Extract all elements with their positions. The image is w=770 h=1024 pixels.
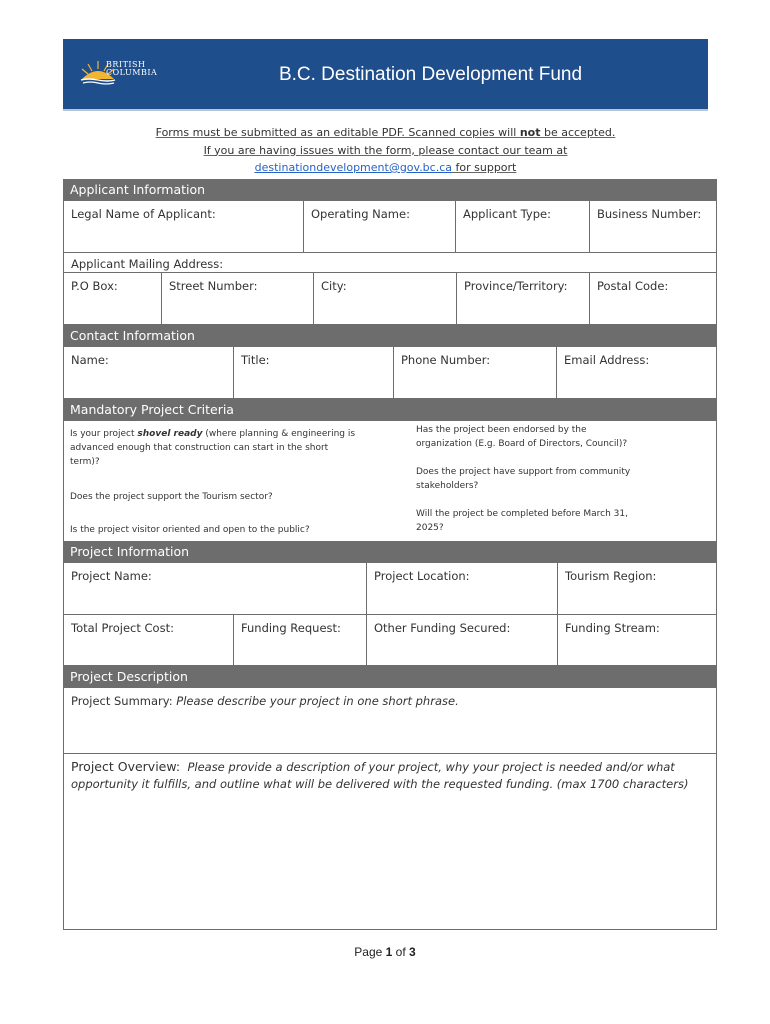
criterion-completion-date[interactable] <box>416 507 628 535</box>
other-funding-field[interactable] <box>366 615 558 665</box>
page-total: 3 <box>409 945 416 959</box>
street-number-field[interactable] <box>161 273 314 324</box>
section-heading: Applicant Information <box>70 182 206 197</box>
section-project-information <box>63 541 717 563</box>
page-number <box>0 945 770 959</box>
legal-name-field[interactable] <box>64 201 304 252</box>
operating-name-label: Operating Name: <box>311 207 410 221</box>
criteria-block <box>63 421 717 541</box>
other-funding-label: Other Funding Secured: <box>374 621 511 635</box>
applicant-row-1 <box>63 201 717 253</box>
page-of: of <box>392 945 410 959</box>
phone-number-field[interactable] <box>393 347 557 398</box>
tourism-region-field[interactable] <box>557 563 716 614</box>
total-cost-field[interactable] <box>64 615 234 665</box>
mailing-address-label: Applicant Mailing Address: <box>71 257 224 271</box>
city-field[interactable] <box>313 273 457 324</box>
project-row-2 <box>63 615 717 666</box>
notice-line-1-end: be accepted. <box>540 126 616 139</box>
contact-title-label: Title: <box>241 353 270 367</box>
header-banner <box>63 39 708 111</box>
section-heading: Project Information <box>70 544 190 559</box>
criterion-community-line-2: stakeholders? <box>416 481 479 491</box>
total-cost-label: Total Project Cost: <box>71 621 174 635</box>
logo-line-columbia: COLUMBIA <box>106 68 158 77</box>
postal-code-field[interactable] <box>589 273 716 324</box>
q1-text-pre: Is your project <box>70 429 138 439</box>
project-summary-field[interactable] <box>63 688 717 754</box>
province-label: Province/Territory: <box>464 279 568 293</box>
overview-hint-line-1: Please provide a description of your project, why your project is needed and/or what <box>187 760 675 774</box>
criterion-tourism-sector[interactable]: Does the project support the Tourism sector? <box>70 492 273 502</box>
criterion-visitor-oriented[interactable]: Is the project visitor oriented and open to the public? <box>70 525 310 535</box>
po-box-field[interactable] <box>64 273 162 324</box>
criterion-completion-line-1: Will the project be completed before March 31, <box>416 509 628 519</box>
criterion-community-support[interactable] <box>416 465 630 493</box>
phone-number-label: Phone Number: <box>401 353 491 367</box>
business-number-label: Business Number: <box>597 207 702 221</box>
criterion-endorsed-line-2: organization (E.g. Board of Directors, Council)? <box>416 439 628 449</box>
contact-name-label: Name: <box>71 353 109 367</box>
section-heading: Contact Information <box>70 328 195 343</box>
logo-line-british: BRITISH <box>106 60 146 69</box>
project-summary-label <box>71 694 459 708</box>
contact-title-field[interactable] <box>233 347 394 398</box>
section-heading: Project Description <box>70 669 188 684</box>
project-overview-label <box>71 758 688 793</box>
project-row-1 <box>63 563 717 615</box>
funding-request-field[interactable] <box>233 615 367 665</box>
q1-shovel-ready-emphasis: shovel ready <box>137 429 203 439</box>
notice-line-1 <box>63 124 708 142</box>
criterion-endorsed-line-1: Has the project been endorsed by the <box>416 425 587 435</box>
page-word: Page <box>354 945 386 959</box>
project-location-label: Project Location: <box>374 569 470 583</box>
project-location-field[interactable] <box>366 563 558 614</box>
project-overview-field[interactable] <box>63 754 717 930</box>
city-label: City: <box>321 279 347 293</box>
postal-code-label: Postal Code: <box>597 279 669 293</box>
overview-hint-line-2: opportunity it fulfills, and outline what will be delivered with the requested funding. (max 1700 characters) <box>71 777 689 791</box>
notice-line-2: If you are having issues with the form, please contact our team at <box>203 143 568 157</box>
criterion-shovel-ready[interactable] <box>70 427 355 469</box>
funding-stream-label: Funding Stream: <box>565 621 660 635</box>
q1-text-post: (where planning & engineering is <box>202 429 356 439</box>
notice-not-emphasis: not <box>519 126 541 139</box>
section-project-description <box>63 666 717 688</box>
section-applicant-information <box>63 179 717 201</box>
email-address-label: Email Address: <box>564 353 650 367</box>
criterion-shovel-ready-line-2: advanced enough that construction can start in the short <box>70 443 329 453</box>
section-heading: Mandatory Project Criteria <box>70 402 234 417</box>
notice-line-3 <box>63 159 708 177</box>
criterion-community-line-1: Does the project have support from community <box>416 467 631 477</box>
project-name-field[interactable] <box>64 563 367 614</box>
overview-label-text: Project Overview: <box>71 759 181 774</box>
contact-name-field[interactable] <box>64 347 234 398</box>
business-number-field[interactable] <box>589 201 716 252</box>
applicant-type-label: Applicant Type: <box>463 207 551 221</box>
page-current: 1 <box>385 945 393 959</box>
support-email-link[interactable]: destinationdevelopment@gov.bc.ca <box>254 161 453 174</box>
applicant-type-field[interactable] <box>455 201 590 252</box>
street-number-label: Street Number: <box>169 279 258 293</box>
legal-name-label: Legal Name of Applicant: <box>71 207 216 221</box>
funding-request-label: Funding Request: <box>241 621 341 635</box>
criterion-endorsed[interactable] <box>416 423 627 451</box>
summary-hint-text: Please describe your project in one short phrase. <box>176 694 459 708</box>
section-mandatory-criteria <box>63 399 717 421</box>
tourism-region-label: Tourism Region: <box>565 569 657 583</box>
summary-label-text: Project Summary: <box>71 694 177 708</box>
project-name-label: Project Name: <box>71 569 152 583</box>
notice-line-1-text: Forms must be submitted as an editable PDF. Scanned copies will <box>155 126 520 139</box>
criterion-shovel-ready-line-3: term)? <box>70 457 100 467</box>
overview-line-1 <box>71 758 688 776</box>
operating-name-field[interactable] <box>303 201 456 252</box>
funding-stream-field[interactable] <box>557 615 716 665</box>
page-title: B.C. Destination Development Fund <box>278 64 583 85</box>
mailing-address-row <box>63 253 717 273</box>
submission-notice <box>63 124 708 177</box>
email-address-field[interactable] <box>556 347 716 398</box>
notice-line-3-end: for support <box>452 161 517 174</box>
criterion-completion-line-2: 2025? <box>416 523 444 533</box>
criterion-shovel-ready-line-1 <box>70 427 355 441</box>
province-field[interactable] <box>456 273 590 324</box>
po-box-label: P.O Box: <box>71 279 118 293</box>
section-contact-information <box>63 325 717 347</box>
contact-row <box>63 347 717 399</box>
applicant-row-2 <box>63 273 717 325</box>
